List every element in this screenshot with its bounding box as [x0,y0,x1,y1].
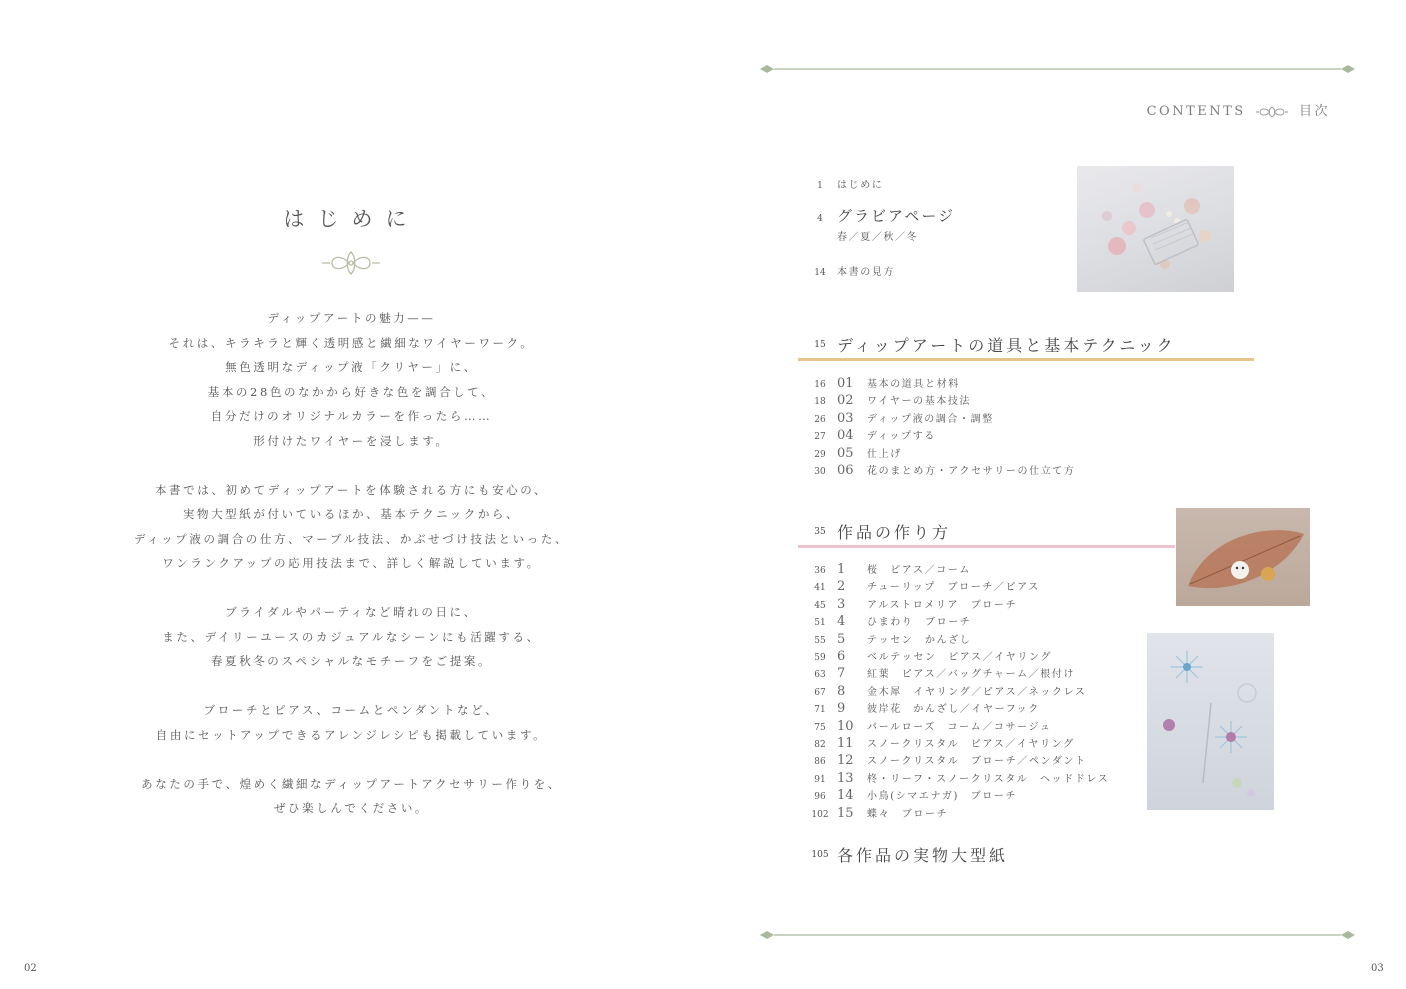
toc-row [803,752,1087,768]
toc-title: スノークリスタル ピアス／イヤリング [867,739,1075,750]
toc-page: 36 [814,566,826,576]
toc-page: 4 [817,214,823,224]
toc-title: ひまわり ブローチ [867,617,972,629]
toc-title: テッセン かんざし [867,634,972,646]
section-title: 作品の作り方 [837,523,952,542]
intro-line: 自由にセットアップできるアレンジレシピも掲載しています。 [155,727,548,742]
photo-snow-crystal [1147,633,1274,810]
section-heading [803,843,1008,866]
toc-row [803,205,955,226]
intro-line: ディップアートの魅力—— [267,311,436,325]
toc-title: 桜 ピアス／コーム [867,565,971,576]
toc-index: 04 [837,428,854,444]
toc-title: アルストロメリア ブローチ [867,599,1018,611]
toc-row [803,665,1075,681]
intro-line: 形付けたワイヤーを浸します。 [253,433,450,448]
paragraph-gap [0,674,703,699]
intro-line: ブローチとピアス、コームとペンダントなど、 [203,703,500,717]
toc-index: 11 [837,736,854,751]
intro-line: 実物大型紙が付いているほか、基本テクニックから、 [182,507,521,521]
top-rule [760,64,1355,74]
toc-row [803,787,1017,803]
toc-page: 26 [814,414,826,425]
toc-title: スノークリスタル ブローチ／ペンダント [867,756,1087,768]
paragraph-gap [0,453,703,478]
toc-index: 4 [837,614,846,630]
toc-page: 71 [814,705,826,716]
section-page: 35 [814,526,826,537]
toc-index: 12 [837,753,854,769]
flower-illustration [1077,166,1234,292]
toc-page: 18 [814,397,826,408]
toc-index: 2 [837,579,846,595]
toc-row [803,392,971,408]
intro-line: あなたの手で、煌めく繊細なディップアートアクセサリー作りを、 [141,776,562,791]
toc-page: 16 [814,380,826,390]
intro-line: ぜひ楽しんでください。 [273,801,430,815]
toc-row [803,578,1040,594]
toc-page: 27 [814,432,826,443]
toc-row [803,683,1087,699]
toc-title: 蝶々 ブローチ [867,808,949,820]
section-heading [803,520,951,543]
toc-page: 29 [814,449,826,460]
toc-index: 7 [837,666,846,682]
toc-title: 彼岸花 かんざし／イヤーフック [867,704,1040,716]
toc-index: 05 [837,445,854,461]
crystal-illustration [1147,633,1274,810]
photo-hair-comb [1077,166,1234,292]
photo-leaf-brooch [1176,508,1310,606]
toc-row [803,805,948,821]
toc-title: はじめに [837,180,884,191]
contents-jp: 目次 [1298,104,1330,119]
toc-title: ディップする [867,431,936,443]
toc-title: 花のまとめ方・アクセサリーの仕立て方 [867,466,1076,477]
toc-index: 6 [837,649,846,664]
toc-index: 8 [837,683,846,699]
toc-title: ワイヤーの基本技法 [867,396,972,408]
toc-index: 01 [837,376,854,391]
toc-index: 10 [837,718,854,734]
toc-subtitle: 春／夏／秋／冬 [837,232,919,243]
toc-page: 1 [817,181,823,191]
toc-page: 86 [814,757,826,768]
toc-row [803,427,936,443]
toc-title: 紅葉 ピアス／バッグチャーム／根付け [867,669,1076,681]
toc-page: 55 [814,635,826,646]
ornament-icon [1256,106,1288,118]
toc-page: 30 [814,467,826,477]
toc-row [803,263,895,278]
toc-row [803,561,971,577]
paragraph-gap [0,747,703,772]
toc-row [803,770,1109,786]
toc-title: チューリップ ブローチ／ピアス [867,582,1040,594]
toc-title: 基本の道具と材料 [867,379,960,390]
toc-page: 51 [814,618,826,629]
toc-title: 金木犀 イヤリング／ピアス／ネックレス [867,686,1087,698]
toc-row [803,648,1052,664]
toc-page: 91 [814,774,826,785]
toc-title: グラビアページ [837,207,956,225]
intro-line: 春夏秋冬のスペシャルなモチーフをご提案。 [210,654,493,668]
page-number: 03 [1371,963,1384,974]
contents-header [1147,100,1330,119]
toc-index: 14 [837,788,854,804]
toc-title: ディップ液の調合・調整 [867,413,994,425]
section-page: 105 [811,849,829,860]
section-title: ディップアートの道具と基本テクニック [837,336,1176,355]
toc-index: 02 [837,393,854,409]
toc-index: 3 [837,596,846,612]
toc-row [803,375,960,391]
intro-line: それは、キラキラと輝く透明感と繊細なワイヤーワーク。 [168,335,535,350]
leaf-illustration [1176,508,1310,606]
bottom-rule [760,930,1355,940]
toc-index: 1 [837,562,846,577]
toc-title: 仕上げ [867,448,902,460]
toc-title: 柊・リーフ・スノークリスタル ヘッドドレス [867,773,1110,785]
section-title: 各作品の実物大型紙 [837,846,1009,865]
intro-line: 基本の28色のなかから好きな色を調合して、 [207,384,496,399]
section-heading [803,333,1176,356]
toc-title: ベルテッセン ピアス／イヤリング [867,652,1052,663]
toc-row [803,613,971,629]
toc-row [803,718,1052,734]
toc-page: 102 [811,809,829,820]
toc-page: 45 [814,600,826,611]
toc-page: 14 [814,268,826,278]
intro-line: また、デイリーユースのカジュアルなシーンにも活躍する、 [162,629,541,644]
intro-line: ディップ液の調合の仕方、マーブル技法、かぶせづけ技法といった、 [133,531,570,546]
ornament-icon [320,248,382,278]
intro-line: 自分だけのオリジナルカラーを作ったら…… [210,409,493,423]
page-number: 02 [24,963,37,974]
toc-row [803,700,1040,716]
toc-page: 63 [814,670,826,681]
toc-index: 9 [837,701,846,717]
right-page [703,0,1406,989]
paragraph-gap [0,576,703,601]
toc-row [803,462,1076,478]
toc-row [803,410,994,426]
toc-index: 06 [837,463,854,478]
toc-page: 67 [814,687,826,698]
contents-en: CONTENTS [1146,104,1246,119]
toc-row [803,631,971,647]
section-underline [798,358,1254,361]
toc-page: 96 [814,792,826,803]
intro-line: ワンランクアップの応用技法まで、詳しく解説しています。 [162,556,541,570]
toc-index: 5 [837,631,846,647]
toc-index: 03 [837,410,854,426]
intro-body [0,306,703,821]
intro-line: ブライダルやパーティなど晴れの日に、 [225,605,478,619]
intro-line: 無色透明なディップ液「クリヤー」に、 [225,360,478,374]
toc-row [803,176,883,191]
toc-row [803,596,1017,612]
section-underline [798,545,1175,548]
toc-row [803,735,1075,751]
toc-page: 75 [814,722,826,733]
toc-page: 59 [814,653,826,663]
intro-line: 本書では、初めてディップアートを体験される方にも安心の、 [154,482,549,497]
toc-title: 本書の見方 [837,267,895,278]
toc-row [803,445,902,461]
toc-index: 13 [837,770,854,786]
section-page: 15 [814,339,826,350]
toc-title: パールローズ コーム／コサージュ [867,721,1052,733]
toc-index: 15 [837,805,854,821]
intro-title: はじめに [283,207,420,231]
toc-title: 小鳥(シマエナガ) ブローチ [867,791,1018,803]
toc-page: 82 [814,740,826,750]
toc-page: 41 [814,583,826,594]
